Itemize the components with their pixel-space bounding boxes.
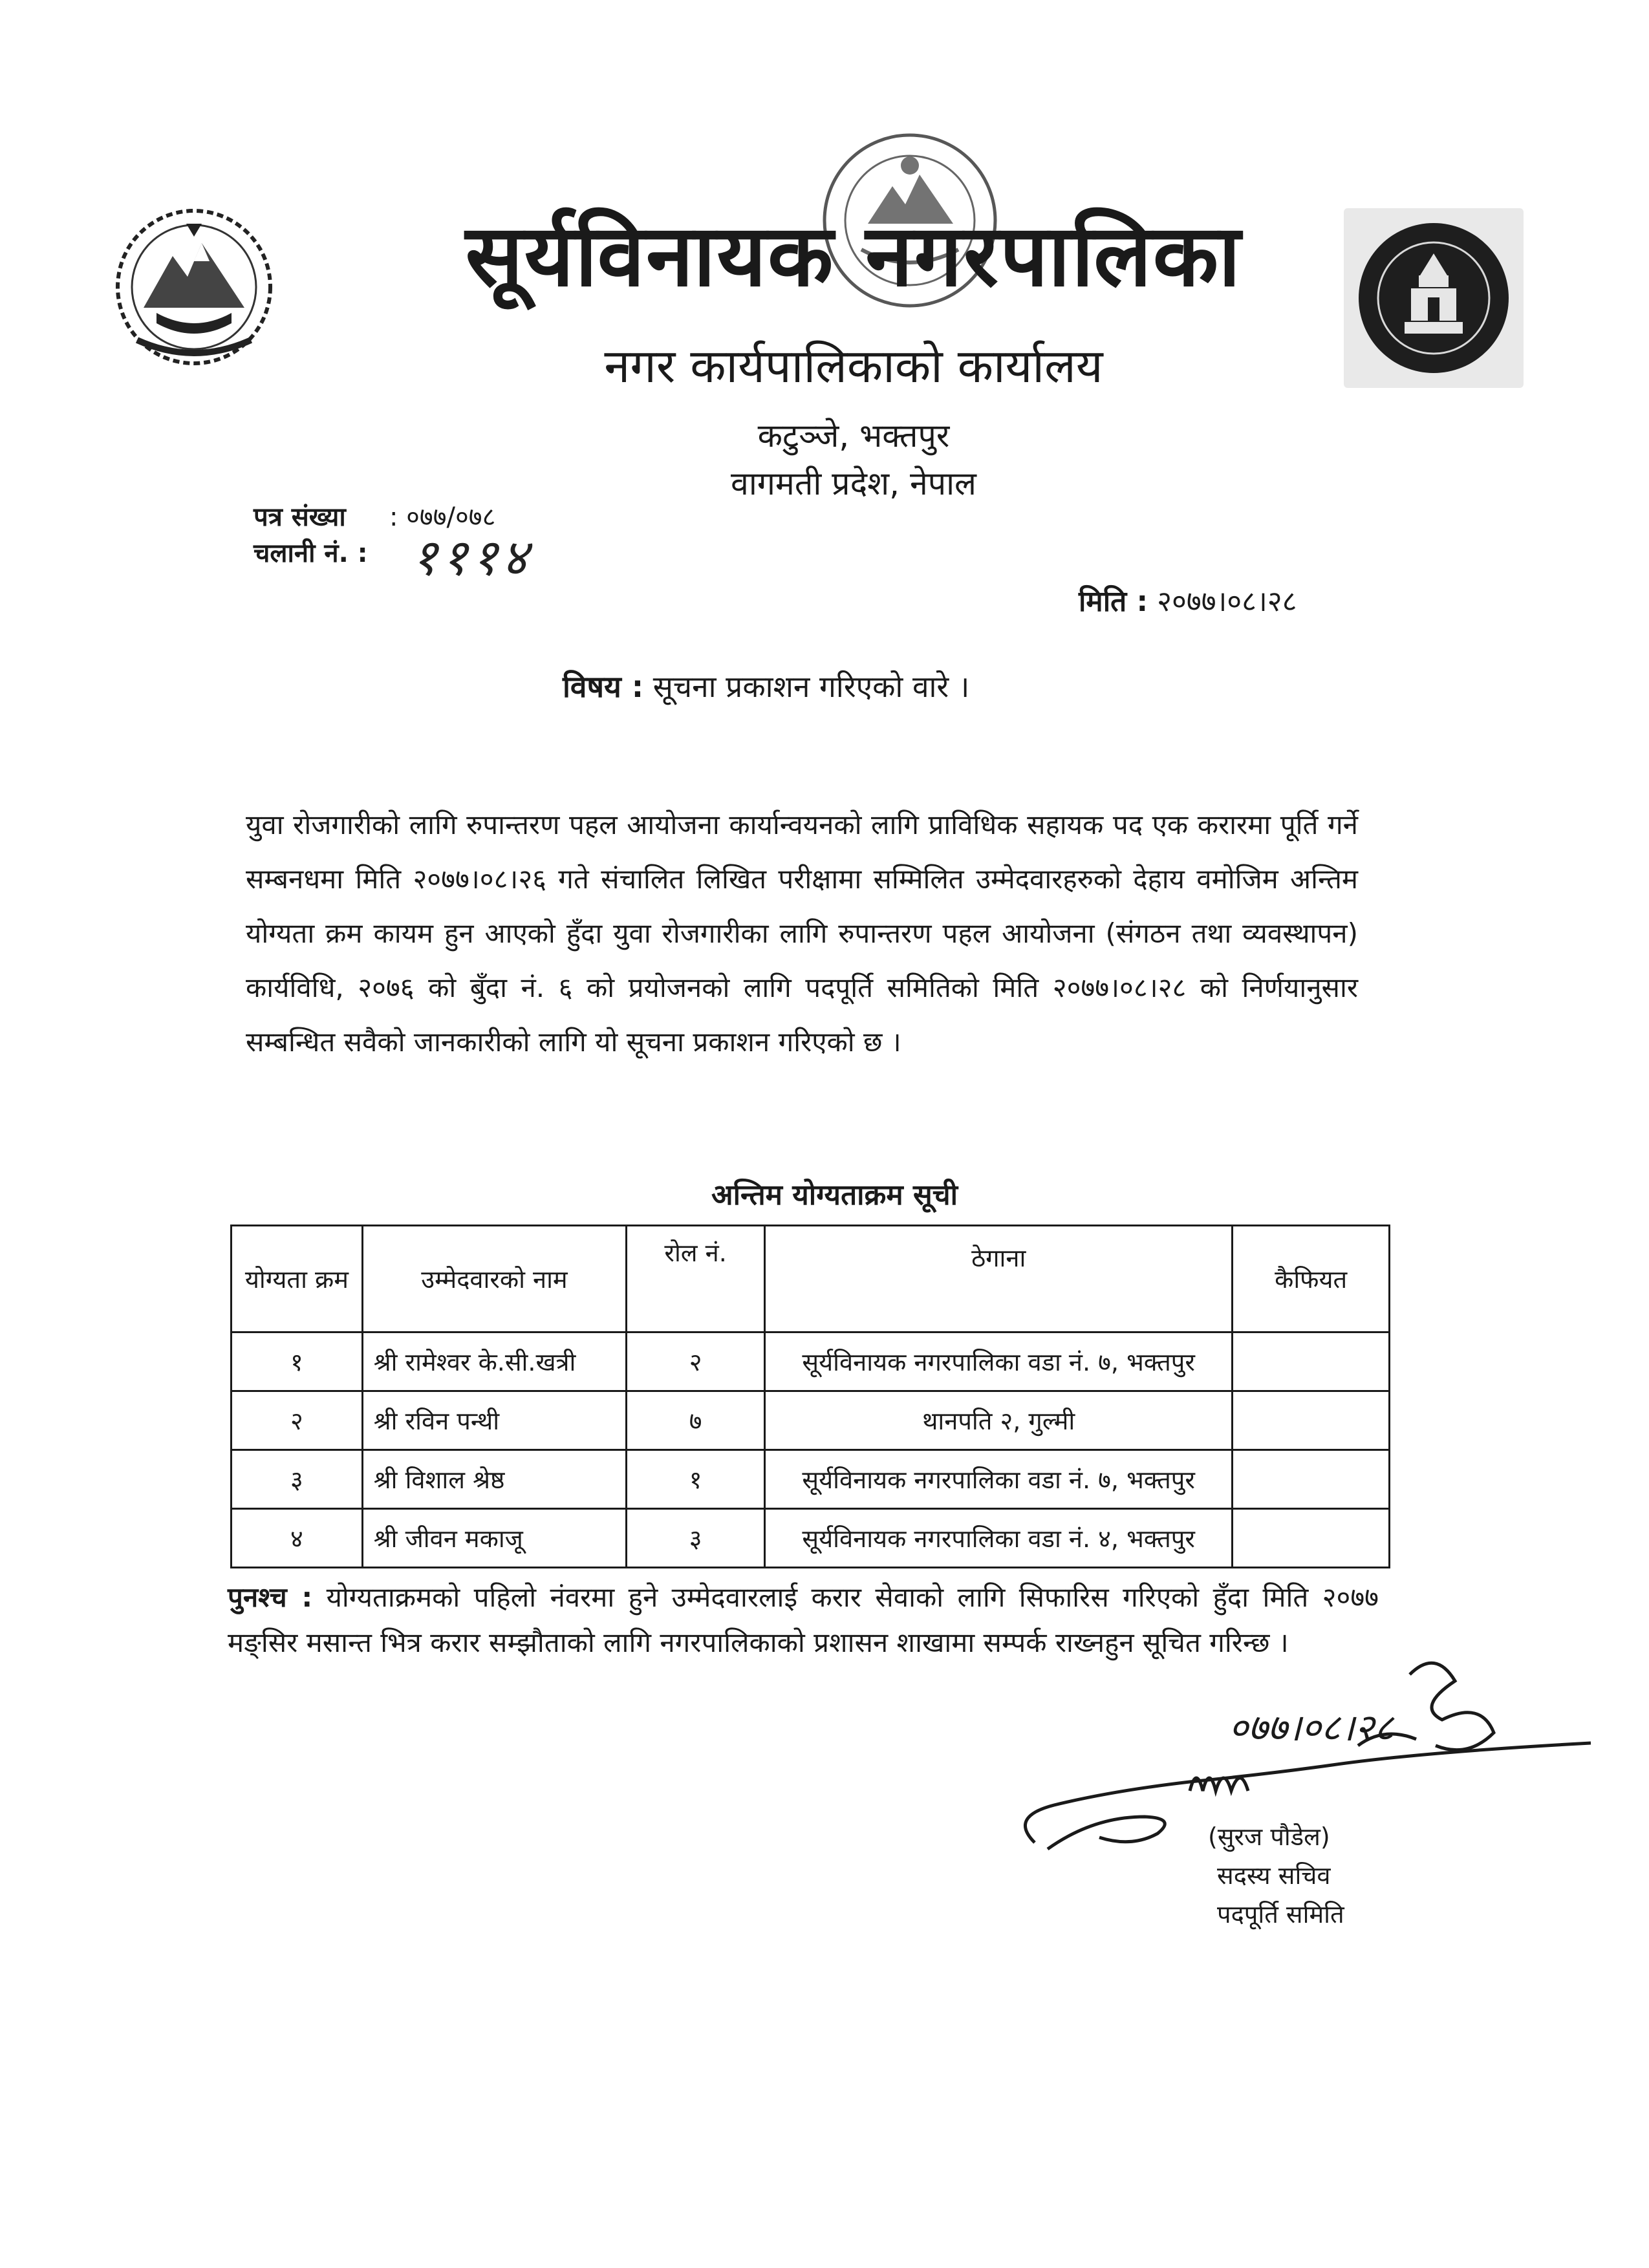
address-line-2: वागमती प्रदेश, नेपाल bbox=[731, 465, 976, 502]
col-header-address: ठेगाना bbox=[765, 1226, 1233, 1332]
cell-remarks bbox=[1233, 1391, 1390, 1450]
office-name-title: सूर्यविनायक नगरपालिका bbox=[465, 206, 1242, 306]
date-label: मिति : bbox=[1079, 585, 1148, 618]
postscript-paragraph bbox=[228, 1575, 1379, 1665]
cell-address: सूर्यविनायक नगरपालिका वडा नं. ७, भक्तपुर bbox=[765, 1332, 1233, 1391]
letter-date bbox=[1079, 581, 1297, 619]
cell-name: श्री जीवन मकाजू bbox=[362, 1509, 626, 1568]
notice-body-paragraph: युवा रोजगारीको लागि रुपान्तरण पहल आयोजना कार्यान्वयनको लागि प्राविधिक सहायक पद एक करारमा पूर्ति गर्ने सम्बनधमा मिति २०७७।०८।२६ गते संचालित लिखित परीक्षामा सम्मिलित उम्मेदवारहरुको देहाय वमोजिम अन्तिम योग्यता क्रम कायम हुन आएको हुँदा युवा रोजगारीका लागि रुपान्तरण पहल आयोजना (संगठन तथा व्यवस्थापन) कार्यविधि, २०७६ को बुँदा नं. ६ को प्रयोजनको लागि पदपूर्ति समितिको मिति २०७७।०८।२८ को निर्णयानुसार सम्बन्धित सवैको जानकारीको लागि यो सूचना प्रकाशन गरिएको छ । bbox=[246, 809, 1358, 1058]
postscript-text: योग्यताक्रमको पहिलो नंवरमा हुने उम्मेदवारलाई करार सेवाको लागि सिफारिस गरिएको हुँदा मिति २०७७ मङ्सिर मसान्त भित्र करार सम्झौताको लागि नगरपालिकाको प्रशासन शाखामा सम्पर्क राख्नहुन सूचित गरिन्छ । bbox=[228, 1581, 1379, 1658]
col-header-name: उम्मेदवारको नाम bbox=[362, 1226, 626, 1332]
cell-remarks bbox=[1233, 1509, 1390, 1568]
table-row bbox=[232, 1509, 1390, 1568]
table-row bbox=[232, 1332, 1390, 1391]
office-subtitle: नगर कार्यपालिकाको कार्यालय bbox=[604, 339, 1103, 393]
dispatch-number-handwritten: १११४ bbox=[411, 529, 532, 587]
cell-roll: ७ bbox=[627, 1391, 765, 1450]
letter-number-label: पत्र संख्या bbox=[253, 502, 346, 532]
cell-name: श्री रामेश्वर के.सी.खत्री bbox=[362, 1332, 626, 1391]
signature-date-handwritten: ०७७।०८।२८ bbox=[1229, 1706, 1394, 1749]
merit-list-title: अन्तिम योग्यताक्रम सूची bbox=[711, 1179, 958, 1212]
signatory-title: सदस्य सचिव bbox=[1217, 1861, 1331, 1890]
handwritten-signature bbox=[996, 1655, 1597, 1888]
col-header-roll: रोल नं. bbox=[627, 1226, 765, 1332]
cell-name: श्री रविन पन्थी bbox=[362, 1391, 626, 1450]
date-value: २०७७।०८।२८ bbox=[1157, 585, 1297, 618]
table-row bbox=[232, 1391, 1390, 1450]
cell-rank: ४ bbox=[232, 1509, 363, 1568]
nepal-coat-of-arms-icon bbox=[111, 204, 277, 370]
cell-address: सूर्यविनायक नगरपालिका वडा नं. ७, भक्तपुर bbox=[765, 1450, 1233, 1509]
cell-roll: २ bbox=[627, 1332, 765, 1391]
col-header-rank: योग्यता क्रम bbox=[232, 1226, 363, 1332]
address-line-1: कटुञ्जे, भक्तपुर bbox=[757, 417, 950, 455]
subject-label: विषय : bbox=[563, 669, 644, 704]
merit-list-table bbox=[230, 1225, 1390, 1568]
dispatch-number-row bbox=[253, 534, 380, 570]
cell-rank: ३ bbox=[232, 1450, 363, 1509]
subject-text: सूचना प्रकाशन गरिएको वारे । bbox=[652, 669, 970, 704]
cell-remarks bbox=[1233, 1332, 1390, 1391]
cell-address: थानपति २, गुल्मी bbox=[765, 1391, 1233, 1450]
cell-rank: १ bbox=[232, 1332, 363, 1391]
signatory-committee: पदपूर्ति समिति bbox=[1217, 1900, 1344, 1929]
postscript-label: पुनश्च : bbox=[228, 1581, 313, 1613]
municipality-logo-icon bbox=[1344, 208, 1524, 388]
cell-address: सूर्यविनायक नगरपालिका वडा नं. ४, भक्तपुर bbox=[765, 1509, 1233, 1568]
cell-name: श्री विशाल श्रेष्ठ bbox=[362, 1450, 626, 1509]
table-header-row bbox=[232, 1226, 1390, 1332]
table-row bbox=[232, 1450, 1390, 1509]
dispatch-number-label: चलानी नं. : bbox=[253, 539, 368, 568]
col-header-remarks: कैफियत bbox=[1233, 1226, 1390, 1332]
signatory-name: (सुरज पौडेल) bbox=[1208, 1823, 1330, 1851]
letter-number-value: : ०७७/०७८ bbox=[389, 502, 496, 532]
subject-line bbox=[563, 666, 969, 706]
cell-rank: २ bbox=[232, 1391, 363, 1450]
cell-roll: ३ bbox=[627, 1509, 765, 1568]
cell-roll: १ bbox=[627, 1450, 765, 1509]
cell-remarks bbox=[1233, 1450, 1390, 1509]
